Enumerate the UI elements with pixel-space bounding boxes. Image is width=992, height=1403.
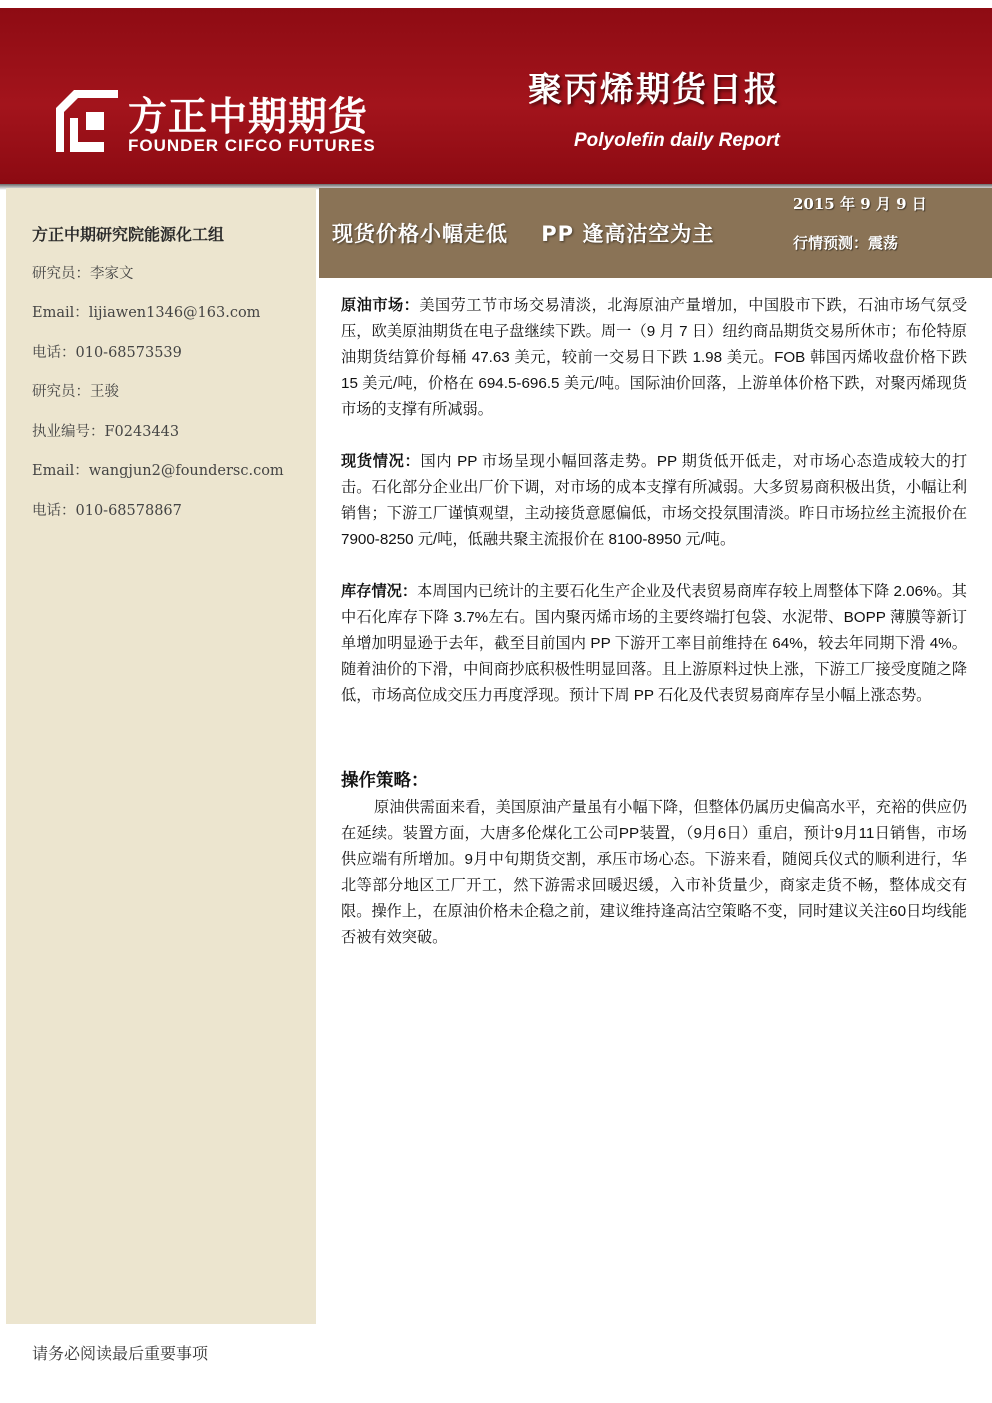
company-name-cn: 方正中期期货	[128, 95, 369, 140]
report-header	[0, 8, 992, 184]
strategy-title: 操作策略：	[341, 770, 429, 790]
company-name-en: FOUNDER CIFCO FUTURES	[128, 136, 376, 155]
section-label: 原油市场：	[341, 297, 420, 314]
headline: 现货价格小幅走低 PP 逢高沽空为主	[332, 222, 715, 246]
analyst-2-license: 执业编号：F0243443	[32, 424, 180, 440]
analyst-1-phone: 电话：010-68573539	[32, 345, 182, 361]
research-group: 方正中期研究院能源化工组	[32, 225, 225, 244]
analyst-2-phone: 电话：010-68578867	[32, 503, 182, 519]
founder-logo-icon	[56, 90, 118, 152]
analyst-1-name: 研究员：李家文	[32, 266, 134, 282]
section-inventory	[341, 579, 967, 709]
analyst-2-name: 研究员：王骏	[32, 384, 119, 400]
analyst-1-email[interactable]: Email：lijiawen1346@163.com	[32, 305, 261, 321]
section-text: 国内 PP 市场呈现小幅回落走势。PP 期货低开低走，对市场心态造成较大的打击。石化部分企业出厂价下调，对市场的成本支撑有所减弱。大多贸易商积极出货，小幅让利销售；下游工厂谨慎观望，主动接货意愿偏低，市场交投氛围清淡。昨日市场拉丝主流报价在 7900-8250 元/吨，低融共聚主流报价在 8100-8950 元/吨。	[341, 453, 968, 548]
section-label: 现货情况：	[341, 453, 421, 470]
section-spot	[341, 449, 967, 553]
market-forecast: 行情预测：震荡	[793, 234, 899, 252]
analyst-2-email[interactable]: Email：wangjun2@foundersc.com	[32, 463, 284, 479]
footer-note: 请务必阅读最后重要事项	[32, 1344, 209, 1363]
section-crude-oil	[341, 293, 967, 423]
strategy-text: 原油供需面来看，美国原油产量虽有小幅下降，但整体仍属历史偏高水平，充裕的供应仍在延续。装置方面，大唐多伦煤化工公司PP装置，（9月6日）重启，预计9月11日销售，市场供应端有所增加。9月中旬期货交割，承压市场心态。下游来看，随阅兵仪式的顺利进行，华北等部分地区工厂开工，然下游需求回暖迟缓，入市补货量少，商家走货不畅，整体成交有限。操作上，在原油价格未企稳之前，建议维持逢高沽空策略不变，同时建议关注60日均线能否被有效突破。	[341, 799, 967, 946]
report-date: 2015 年 9 月 9 日	[793, 195, 927, 213]
section-text: 本周国内已统计的主要石化生产企业及代表贸易商库存较上周整体下降 2.06%。其中石化库存下降 3.7%左右。国内聚丙烯市场的主要终端打包袋、水泥带、BOPP 薄膜等新订单增加明显逊于去年，截至目前国内 PP 下游开工率目前维持在 64%，较去年同期下滑 4%。随着油价的下滑，中间商抄底积极性明显回落。且上游原料过快上涨，下游工厂接受度随之降低，市场高位成交压力再度浮现。预计下周 PP 石化及代表贸易商库存呈小幅上涨态势。	[341, 583, 967, 704]
section-label: 库存情况：	[341, 583, 418, 600]
report-body	[341, 293, 967, 977]
report-title: 聚丙烯期货日报	[528, 70, 780, 110]
report-subtitle: Polyolefin daily Report	[574, 130, 780, 151]
analyst-sidebar	[6, 188, 316, 1324]
headline-banner	[319, 188, 992, 278]
section-text: 美国劳工节市场交易清淡，北海原油产量增加，中国股市下跌，石油市场气氛受压，欧美原油期货在电子盘继续下跌。周一（9 月 7 日）纽约商品期货交易所休市；布伦特原油期货结算价每桶 47.63 美元，较前一交易日下跌 1.98 美元。FOB 韩国丙烯收盘价格下跌 15 美元/吨，价格在 694.5-696.5 美元/吨。国际油价回落，上游单体价格下跌，对聚丙烯现货市场的支撑有所减弱。	[341, 297, 968, 418]
